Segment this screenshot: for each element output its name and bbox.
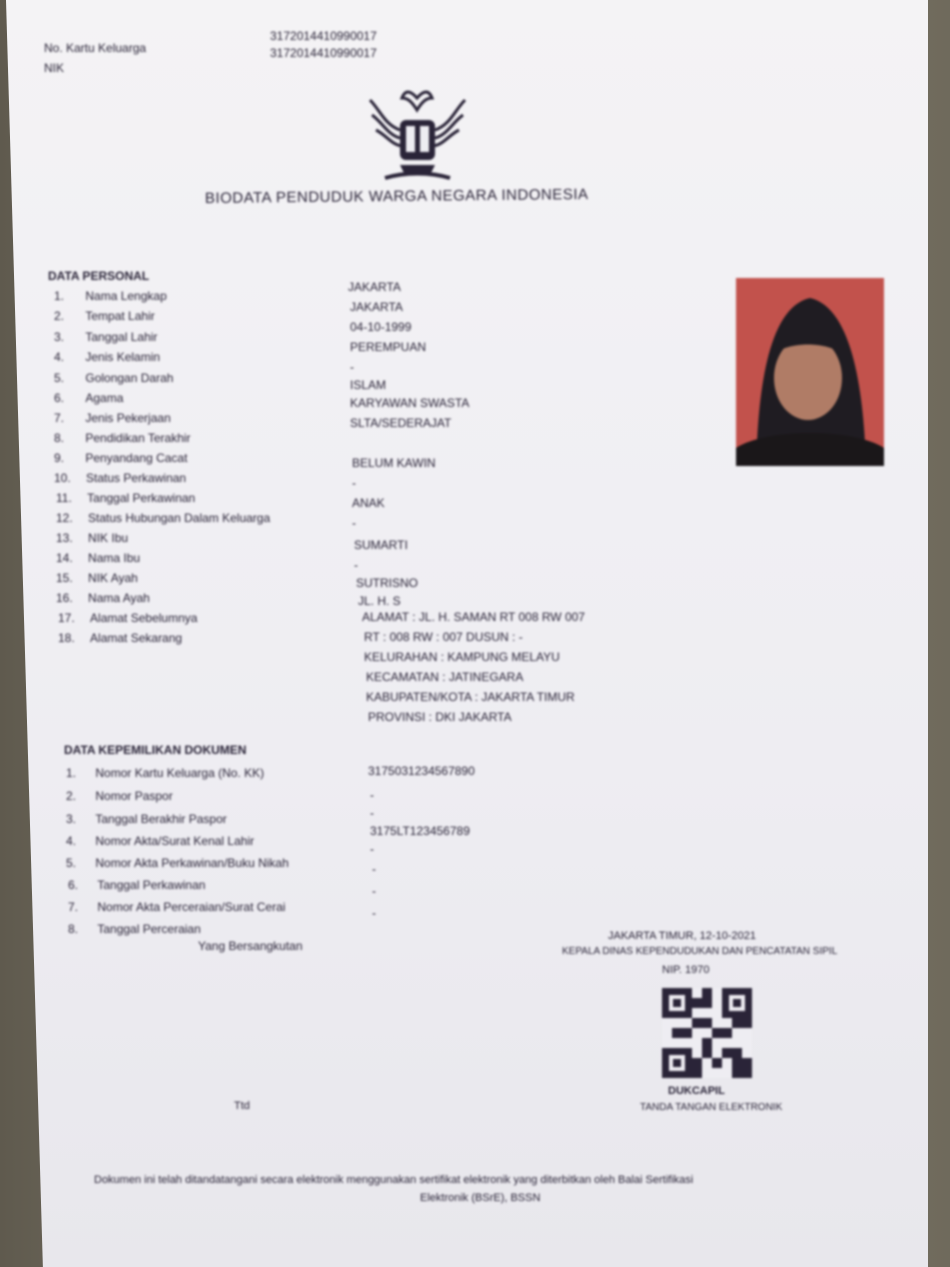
document-field-value: 3175LT123456789: [370, 824, 470, 838]
field-label: Agama: [85, 391, 124, 405]
field-number: 9.: [54, 451, 65, 465]
header-nik-value: 3172014410990017: [270, 46, 377, 60]
passport-photo: [736, 278, 884, 466]
personal-field-value: -: [350, 360, 354, 374]
field-number: 2.: [54, 309, 65, 323]
field-label: Nomor Akta/Surat Kenal Lahir: [95, 834, 255, 848]
field-number: 3.: [66, 812, 77, 826]
field-label: Alamat Sebelumnya: [90, 611, 198, 625]
personal-field-label: [56, 491, 195, 505]
signature-right-caption: TANDA TANGAN ELEKTRONIK: [640, 1102, 783, 1113]
field-number: 12.: [56, 511, 73, 525]
document-field-label: [68, 900, 285, 914]
field-number: 2.: [66, 789, 77, 803]
personal-field-label: [54, 431, 191, 445]
field-label: Status Perkawinan: [86, 471, 187, 485]
field-label: Nama Ayah: [88, 591, 150, 605]
header-kk-label: No. Kartu Keluarga: [44, 41, 147, 55]
footer-note-line2: Elektronik (BSrE), BSSN: [420, 1192, 541, 1204]
document-field-label: [68, 878, 205, 892]
document-title: BIODATA PENDUDUK WARGA NEGARA INDONESIA: [204, 185, 589, 208]
field-number: 14.: [56, 551, 73, 565]
document-field-value: 3175031234567890: [368, 764, 475, 778]
personal-field-value: 04-10-1999: [350, 320, 412, 334]
field-number: 17.: [58, 611, 75, 625]
personal-field-label: [54, 391, 123, 405]
field-label: Nama Lengkap: [85, 289, 167, 303]
header-kk-value: 3172014410990017: [270, 29, 377, 43]
address-line: ALAMAT : JL. H. SAMAN RT 008 RW 007: [362, 610, 585, 624]
field-label: Tanggal Perkawinan: [97, 878, 206, 892]
address-line: RT : 008 RW : 007 DUSUN : -: [364, 630, 523, 644]
field-label: Nomor Akta Perkawinan/Buku Nikah: [95, 856, 289, 870]
document-field-label: [68, 922, 201, 936]
personal-field-label: [56, 531, 128, 545]
header-nik-label: NIK: [44, 61, 65, 75]
signature-right-office: KEPALA DINAS KEPENDUDUKAN DAN PENCATATAN SIPIL: [562, 946, 838, 957]
section-data-personal-heading: DATA PERSONAL: [48, 269, 150, 283]
personal-field-value: SLTA/SEDERAJAT: [350, 416, 452, 430]
personal-field-label: [54, 371, 173, 385]
section-kepemilikan-heading: DATA KEPEMILIKAN DOKUMEN: [64, 743, 247, 757]
document-field-label: [66, 834, 254, 848]
address-line: PROVINSI : DKI JAKARTA: [368, 710, 512, 724]
personal-field-label: [54, 330, 157, 344]
garuda-emblem-icon: [360, 80, 475, 190]
personal-field-label: [56, 551, 140, 565]
personal-field-value: -: [352, 476, 356, 490]
document-field-value: -: [372, 884, 376, 898]
field-label: Penyandang Cacat: [85, 451, 188, 465]
personal-field-value: BELUM KAWIN: [352, 456, 436, 470]
field-number: 8.: [68, 922, 79, 936]
address-line: KELURAHAN : KAMPUNG MELAYU: [364, 650, 560, 664]
address-line: KECAMATAN : JATINEGARA: [366, 670, 524, 684]
field-number: 8.: [54, 431, 65, 445]
field-label: Pendidikan Terakhir: [85, 431, 191, 445]
field-number: 15.: [56, 571, 73, 585]
signature-left-label: Yang Bersangkutan: [198, 939, 303, 953]
personal-field-value: ANAK: [352, 496, 385, 510]
personal-field-label: [54, 451, 187, 465]
field-number: 3.: [54, 330, 65, 344]
qr-code-icon: [662, 988, 752, 1078]
person-photo-icon: [736, 278, 884, 466]
field-number: 18.: [58, 631, 75, 645]
personal-field-value: -: [354, 558, 358, 572]
personal-field-value: SUTRISNO: [356, 576, 419, 590]
field-label: Nomor Paspor: [95, 789, 173, 803]
field-number: 13.: [56, 531, 73, 545]
personal-field-label: [54, 289, 167, 303]
field-label: NIK Ayah: [88, 571, 138, 585]
field-number: 10.: [54, 471, 71, 485]
field-number: 1.: [66, 766, 77, 780]
personal-field-label: [56, 591, 150, 605]
address-line: KABUPATEN/KOTA : JAKARTA TIMUR: [366, 690, 575, 704]
field-label: Tanggal Berakhir Paspor: [95, 812, 227, 826]
personal-field-label: [58, 631, 182, 645]
personal-field-value: PEREMPUAN: [350, 340, 427, 354]
personal-field-value: JAKARTA: [350, 300, 403, 314]
document-field-label: [66, 812, 227, 826]
signature-left-name: Ttd: [234, 1100, 250, 1112]
personal-field-label: [54, 309, 155, 323]
personal-field-value: JAKARTA: [348, 280, 401, 294]
personal-field-value: -: [352, 516, 356, 530]
personal-field-label: [58, 611, 197, 625]
field-number: 11.: [56, 491, 72, 505]
signature-right-name: DUKCAPIL: [668, 1085, 725, 1097]
field-label: Nomor Akta Perceraian/Surat Cerai: [97, 900, 286, 914]
personal-field-value: KARYAWAN SWASTA: [350, 396, 470, 410]
field-label: Golongan Darah: [85, 371, 174, 385]
field-label: Tanggal Perkawinan: [87, 491, 196, 505]
field-label: Alamat Sekarang: [90, 631, 183, 645]
personal-field-value: JL. H. S: [358, 594, 401, 608]
field-label: NIK Ibu: [88, 531, 129, 545]
field-number: 6.: [54, 391, 65, 405]
field-label: Nama Ibu: [88, 551, 141, 565]
personal-field-label: [54, 411, 171, 425]
field-number: 16.: [56, 591, 73, 605]
document-field-value: -: [370, 788, 374, 802]
field-number: 7.: [54, 411, 65, 425]
field-label: Tempat Lahir: [85, 309, 155, 323]
document-field-label: [66, 766, 264, 780]
field-label: Tanggal Perceraian: [97, 922, 201, 936]
document-field-value: -: [370, 806, 374, 820]
personal-field-value: ISLAM: [350, 378, 387, 392]
signature-right-place-date: JAKARTA TIMUR, 12-10-2021: [608, 930, 756, 942]
field-label: Jenis Pekerjaan: [85, 411, 171, 425]
field-label: Status Hubungan Dalam Keluarga: [88, 511, 271, 525]
signature-right-nip: NIP. 1970: [662, 964, 710, 976]
field-label: Jenis Kelamin: [85, 350, 161, 364]
field-number: 4.: [66, 834, 77, 848]
field-number: 5.: [54, 371, 65, 385]
field-label: Nomor Kartu Keluarga (No. KK): [95, 766, 265, 780]
field-number: 6.: [68, 878, 79, 892]
field-number: 1.: [54, 289, 65, 303]
document-field-label: [66, 789, 173, 803]
field-label: Tanggal Lahir: [85, 330, 158, 344]
footer-note-line1: Dokumen ini telah ditandatangani secara elektronik menggunakan sertifikat elektronik yang diterbitkan oleh Balai Sertifikasi: [94, 1174, 694, 1186]
document-field-value: -: [372, 906, 376, 920]
personal-field-label: [54, 350, 160, 364]
document-field-value: -: [372, 862, 376, 876]
field-number: 4.: [54, 350, 65, 364]
document-field-value: -: [370, 842, 374, 856]
personal-field-label: [56, 511, 270, 525]
personal-field-label: [54, 471, 186, 485]
field-number: 5.: [66, 856, 77, 870]
document-field-label: [66, 856, 289, 870]
personal-field-label: [56, 571, 138, 585]
personal-field-value: SUMARTI: [354, 538, 408, 552]
field-number: 7.: [68, 900, 79, 914]
